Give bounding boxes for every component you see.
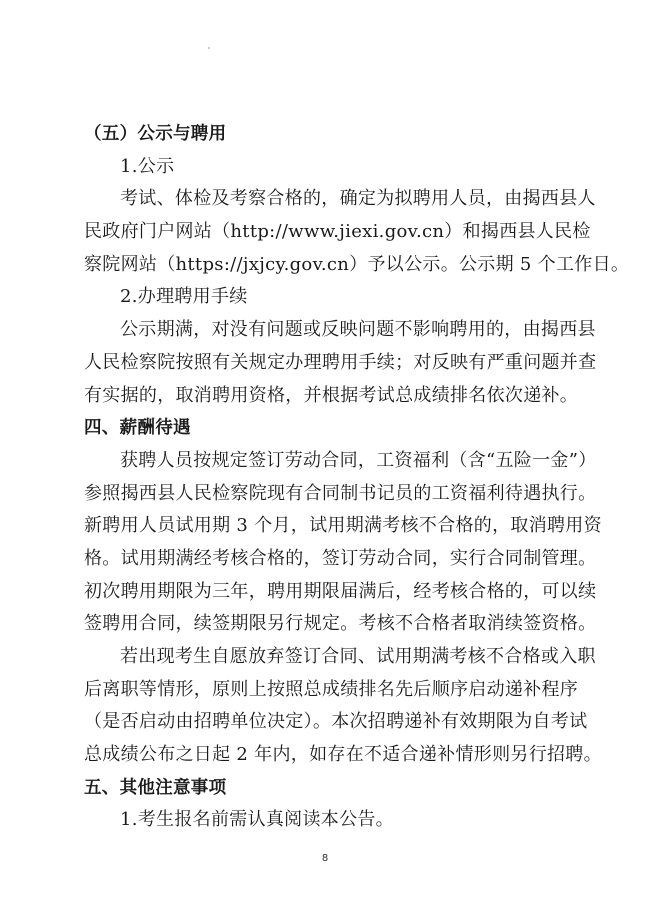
paragraph-line: 人民检察院按照有关规定办理聘用手续；对反映有严重问题并查 <box>84 351 597 373</box>
paragraph-line: 签聘用合同，续签期限另行规定。考核不合格者取消续签资格。 <box>84 613 597 635</box>
scan-dot <box>208 47 210 49</box>
paragraph-line: 有实据的，取消聘用资格，并根据考试总成绩排名依次递补。 <box>84 384 579 406</box>
paragraph-line: 1.考生报名前需认真阅读本公告。 <box>120 809 394 831</box>
paragraph-line: 总成绩公布之日起 2 年内，如存在不适合递补情形则另行招聘。 <box>84 744 602 766</box>
subheading-publicity: 1.公示 <box>120 155 175 177</box>
paragraph-line: 新聘用人员试用期 3 个月，试用期满考核不合格的，取消聘用资 <box>84 515 602 537</box>
page-number: 8 <box>321 853 329 864</box>
paragraph-line: 若出现考生自愿放弃签订合同、试用期满考核不合格或入职 <box>120 646 596 667</box>
paragraph-line: 初次聘用期限为三年，聘用期限届满后，经考核合格的，可以续 <box>84 580 597 602</box>
paragraph-line: 参照揭西县人民检察院现有合同制书记员的工资福利待遇执行。 <box>84 482 597 504</box>
paragraph-line: （是否启动由招聘单位决定）。本次招聘递补有效期限为自考试 <box>84 711 588 733</box>
document-body <box>84 118 630 837</box>
paragraph-line: 民政府门户网站（http://www.jiexi.gov.cn）和揭西县人民检 <box>84 221 591 243</box>
paragraph-line: 后离职等情形，原则上按照总成绩排名先后顺序启动递补程序 <box>84 678 579 700</box>
paragraph-line: 察院网站（https://jxjcy.gov.cn）予以公示。公示期 5 个工作日。 <box>84 253 630 275</box>
paragraph-line: 获聘人员按规定签订劳动合同，工资福利（含“五险一金”） <box>120 449 597 471</box>
paragraph-line: 格。试用期满经考核合格的，签订劳动合同，实行合同制管理。 <box>84 547 597 569</box>
section-heading-other-notes: 五、其他注意事项 <box>84 777 227 798</box>
section-heading-salary: 四、薪酬待遇 <box>84 418 191 439</box>
paragraph-line: 公示期满，对没有问题或反映问题不影响聘用的，由揭西县 <box>120 319 596 341</box>
subheading-hiring-procedures: 2.办理聘用手续 <box>120 286 248 308</box>
paragraph-line: 考试、体检及考察合格的，确定为拟聘用人员，由揭西县人 <box>120 188 596 210</box>
section-heading-publicity-and-hiring: （五）公示与聘用 <box>84 124 227 144</box>
